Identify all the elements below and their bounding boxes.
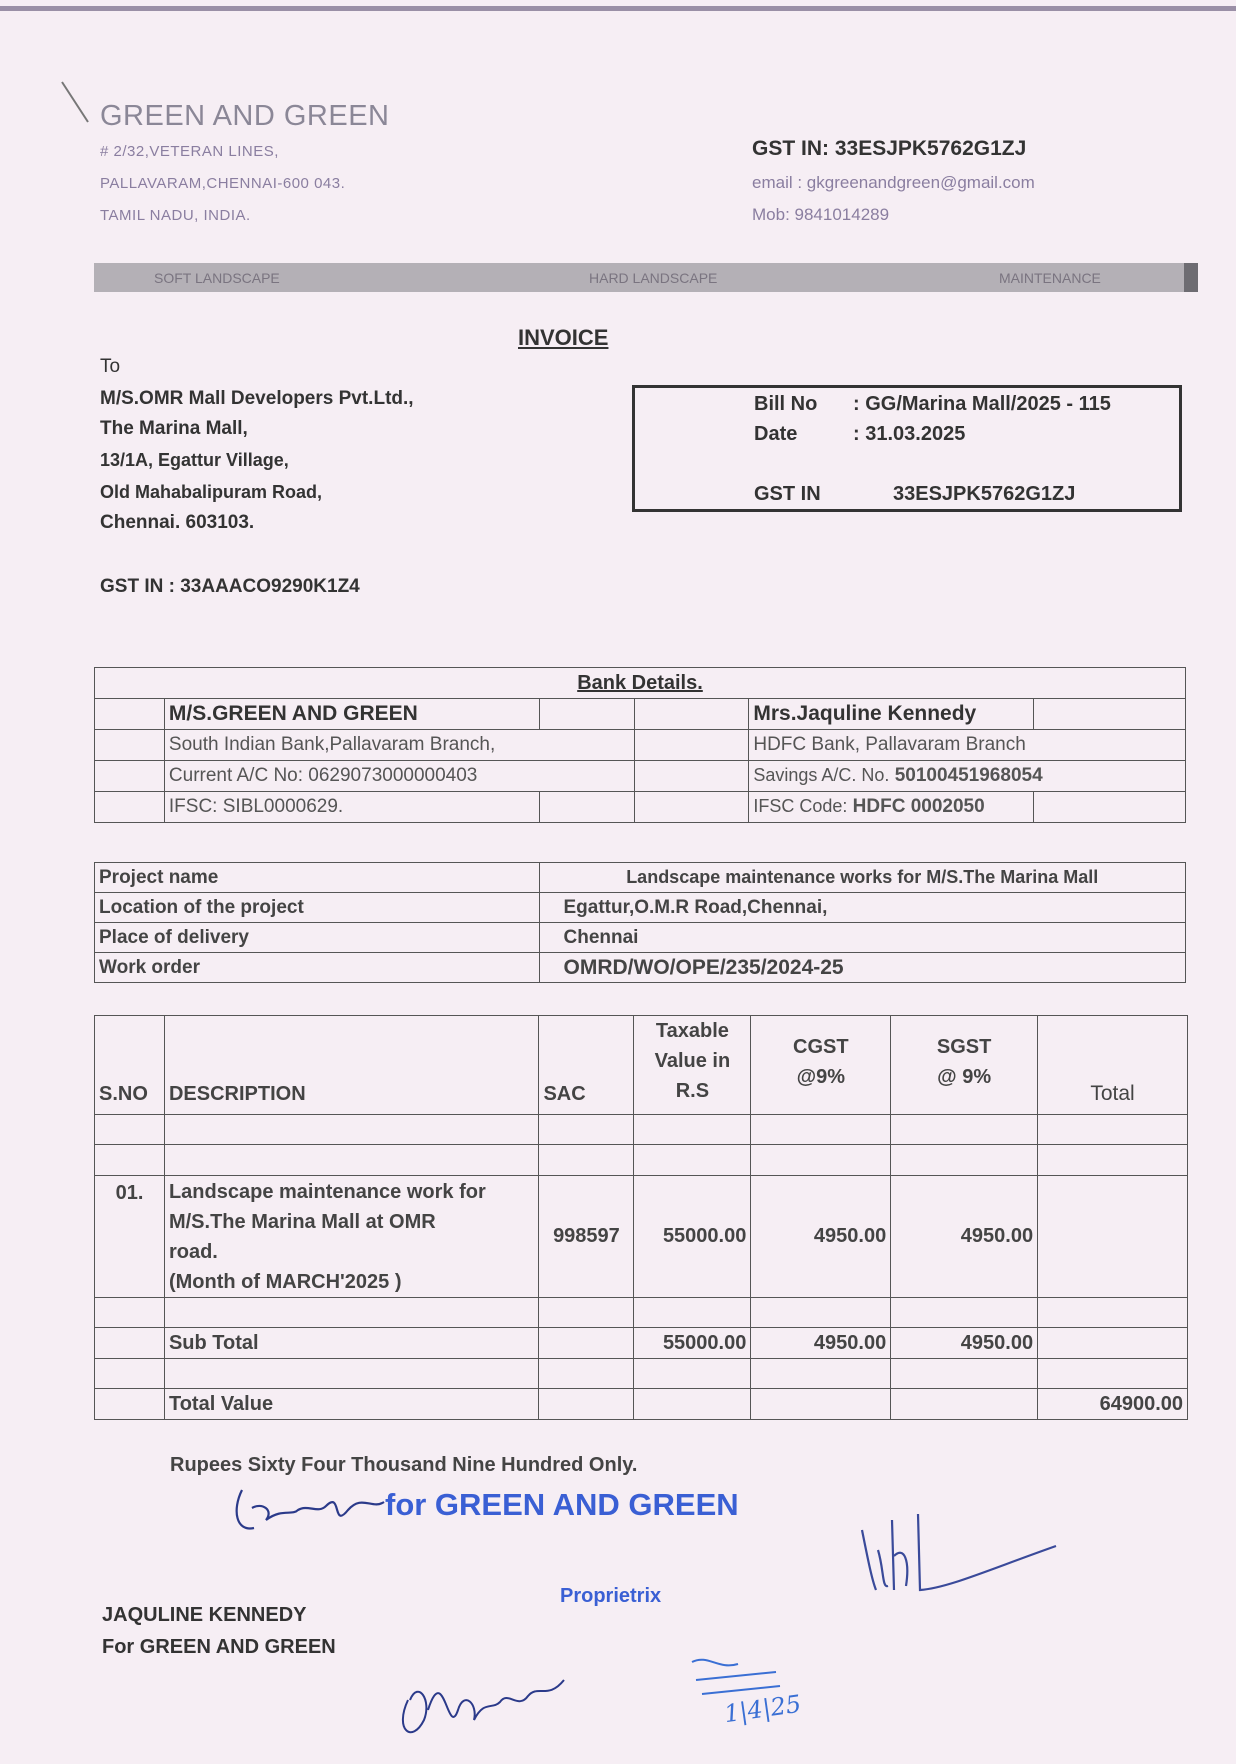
service-label: SOFT LANDSCAPE xyxy=(154,270,280,286)
subtotal-sgst: 4950.00 xyxy=(891,1328,1038,1359)
gst-in-value: 33ESJPK5762G1ZJ xyxy=(893,483,1076,505)
ifsc-code xyxy=(749,792,1034,823)
address-line: # 2/32,VETERAN LINES, xyxy=(100,143,279,160)
cgst-header: CGST @9% xyxy=(751,1016,891,1115)
delivery-place-label: Place of delivery xyxy=(95,923,540,953)
total-value-label: Total Value xyxy=(164,1389,539,1420)
bill-no: : GG/Marina Mall/2025 - 115 xyxy=(853,393,1111,415)
table-row xyxy=(95,1145,1188,1176)
subtotal-taxable: 55000.00 xyxy=(634,1328,751,1359)
bank-branch: South Indian Bank,Pallavaram Branch, xyxy=(164,730,634,761)
company-gstin: GST IN: 33ESJPK5762G1ZJ xyxy=(752,137,1027,160)
handwritten-signature-icon xyxy=(388,1640,588,1750)
total-value-row xyxy=(95,1389,1188,1420)
account-name: M/S.GREEN AND GREEN xyxy=(164,699,539,730)
table-row xyxy=(95,1359,1188,1389)
service-label: HARD LANDSCAPE xyxy=(589,270,718,286)
work-order-value: OMRD/WO/OPE/235/2024-25 xyxy=(539,953,1186,983)
account-number-label: Savings A/C. No. xyxy=(753,765,890,785)
ifsc-label: IFSC Code: xyxy=(753,796,848,816)
bank-details-table xyxy=(94,667,1186,823)
bill-no-label: Bill No xyxy=(754,393,818,415)
account-name: Mrs.Jaquline Kennedy xyxy=(749,699,1034,730)
to-label: To xyxy=(100,356,121,377)
row-taxable: 55000.00 xyxy=(634,1176,751,1298)
account-number-value: 50100451968054 xyxy=(894,765,1043,786)
invoice-title: INVOICE xyxy=(518,325,609,350)
project-name-value: Landscape maintenance works for M/S.The Marina Mall xyxy=(539,863,1186,893)
signatory-for: For GREEN AND GREEN xyxy=(102,1636,336,1658)
total-header: Total xyxy=(1038,1016,1188,1115)
to-line: 13/1A, Egattur Village, xyxy=(100,450,289,470)
project-location-label: Location of the project xyxy=(95,893,540,923)
description-header: DESCRIPTION xyxy=(164,1016,539,1115)
sno-header: S.NO xyxy=(95,1016,165,1115)
table-row xyxy=(95,1176,1188,1298)
sgst-header: SGST @ 9% xyxy=(891,1016,1038,1115)
account-number xyxy=(749,761,1186,792)
table-row xyxy=(95,1115,1188,1145)
ifsc-code: IFSC: SIBL0000629. xyxy=(164,792,539,823)
row-description: Landscape maintenance work for M/S.The Marina Mall at OMR road. (Month of MARCH'2025 ) xyxy=(164,1176,539,1298)
company-email: email : gkgreenandgreen@gmail.com xyxy=(752,173,1035,192)
signature-icon xyxy=(848,1490,1068,1610)
proprietrix-label: Proprietrix xyxy=(560,1585,662,1607)
for-company-label: for GREEN AND GREEN xyxy=(385,1487,739,1522)
total-value-amount: 64900.00 xyxy=(1038,1389,1188,1420)
customer-gstin: GST IN : 33AAACO9290K1Z4 xyxy=(100,576,360,597)
account-number: Current A/C No: 0629073000000403 xyxy=(164,761,634,792)
work-order-label: Work order xyxy=(95,953,540,983)
logo-mark-icon xyxy=(58,78,98,128)
table-header-row xyxy=(95,1016,1188,1115)
bill-info-box xyxy=(632,385,1182,512)
services-band xyxy=(94,263,1198,292)
table-row xyxy=(95,1298,1188,1328)
to-line: Old Mahabalipuram Road, xyxy=(100,482,323,502)
gst-in-label: GST IN xyxy=(754,483,821,505)
sac-header: SAC xyxy=(539,1016,634,1115)
row-sno: 01. xyxy=(95,1176,165,1298)
company-mobile: Mob: 9841014289 xyxy=(752,205,890,224)
project-details-table xyxy=(94,862,1186,983)
service-label: MAINTENANCE xyxy=(999,270,1101,286)
delivery-place-value: Chennai xyxy=(539,923,1186,953)
ifsc-value: HDFC 0002050 xyxy=(852,796,985,817)
subtotal-cgst: 4950.00 xyxy=(751,1328,891,1359)
row-sac: 998597 xyxy=(539,1176,634,1298)
subtotal-row xyxy=(95,1328,1188,1359)
row-cgst: 4950.00 xyxy=(751,1176,891,1298)
top-border xyxy=(0,6,1236,11)
row-sgst: 4950.00 xyxy=(891,1176,1038,1298)
to-line: The Marina Mall, xyxy=(100,418,248,439)
amount-in-words: Rupees Sixty Four Thousand Nine Hundred Only. xyxy=(170,1454,638,1476)
date-label: Date xyxy=(754,423,798,445)
taxable-header: Taxable Value in R.S xyxy=(634,1016,751,1115)
bank-details-title: Bank Details. xyxy=(95,668,1186,699)
signatory-name: JAQULINE KENNEDY xyxy=(102,1604,307,1626)
to-line: M/S.OMR Mall Developers Pvt.Ltd., xyxy=(100,388,414,409)
invoice-items-table xyxy=(94,1015,1188,1420)
invoice-date: : 31.03.2025 xyxy=(853,423,966,445)
company-name: GREEN AND GREEN xyxy=(100,100,390,132)
subtotal-label: Sub Total xyxy=(164,1328,539,1359)
project-location-value: Egattur,O.M.R Road,Chennai, xyxy=(539,893,1186,923)
signature-scribble-icon xyxy=(222,1480,392,1540)
address-line: TAMIL NADU, INDIA. xyxy=(100,207,251,224)
bank-branch: HDFC Bank, Pallavaram Branch xyxy=(749,730,1186,761)
address-line: PALLAVARAM,CHENNAI-600 043. xyxy=(100,175,346,192)
stamp-date: 1|4|25 xyxy=(722,1689,803,1729)
project-name-label: Project name xyxy=(95,863,540,893)
to-line: Chennai. 603103. xyxy=(100,512,255,533)
